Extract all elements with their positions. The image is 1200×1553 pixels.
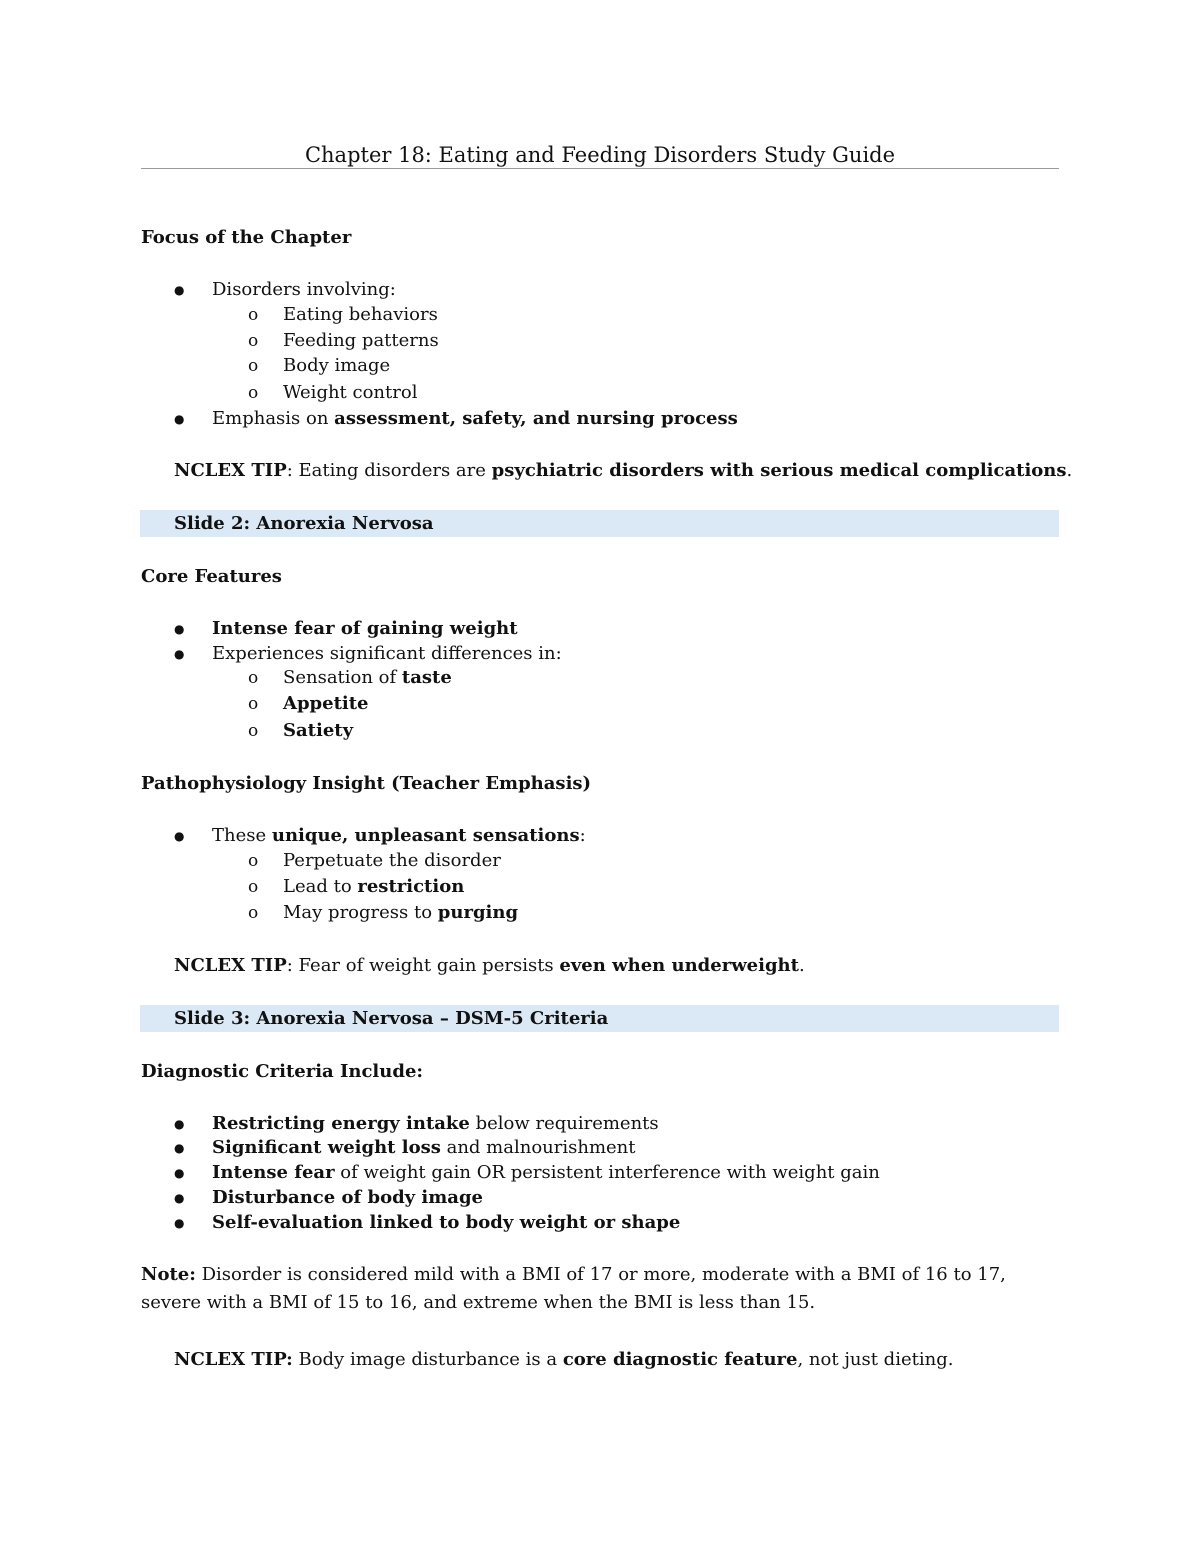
focus-nclex-tip: NCLEX TIP: Eating disorders are psychiatric disorders with serious medical complications.	[174, 460, 1073, 481]
page-title: Chapter 18: Eating and Feeding Disorders Study Guide	[304, 143, 896, 167]
diagnostic-heading: Diagnostic Criteria Include:	[141, 1061, 424, 1082]
bullet-icon: ●	[174, 647, 185, 661]
bullet-icon: ●	[174, 1216, 185, 1230]
core-features-heading: Core Features	[141, 566, 282, 587]
focus-sub-item: Body image	[283, 355, 391, 376]
patho-sub-perpetuate: Perpetuate the disorder	[283, 850, 501, 871]
bullet-icon: ●	[174, 1141, 185, 1155]
focus-heading: Focus of the Chapter	[141, 227, 352, 248]
circle-bullet-icon: o	[248, 331, 259, 351]
focus-sub-item: Eating behaviors	[283, 304, 438, 325]
slide2-heading: Slide 2: Anorexia Nervosa	[174, 513, 434, 534]
focus-bullet-disorders: Disorders involving:	[212, 279, 396, 300]
patho-sub-restriction: Lead to restriction	[283, 876, 465, 897]
focus-sub-item: Feeding patterns	[283, 330, 439, 351]
focus-sub-item: Weight control	[283, 382, 418, 403]
core-bullet-differences: Experiences significant differences in:	[212, 643, 562, 664]
patho-sub-purging: May progress to purging	[283, 902, 519, 923]
core-sub-appetite: Appetite	[283, 693, 369, 714]
criterion-body-image: Disturbance of body image	[212, 1187, 483, 1208]
core-bullet-fear: Intense fear of gaining weight	[212, 618, 518, 639]
bullet-icon: ●	[174, 412, 185, 426]
circle-bullet-icon: o	[248, 383, 259, 403]
bullet-icon: ●	[174, 1191, 185, 1205]
circle-bullet-icon: o	[248, 877, 259, 897]
bullet-icon: ●	[174, 1166, 185, 1180]
circle-bullet-icon: o	[248, 694, 259, 714]
core-sub-satiety: Satiety	[283, 720, 354, 741]
title-underline	[141, 168, 1059, 169]
bmi-note: Note: Disorder is considered mild with a BMI of 17 or more, moderate with a BMI of 16 to 17, severe with a BMI of 15 to 16, and extreme when the BMI is less than 15.	[141, 1264, 1006, 1313]
criterion-weight-loss: Significant weight loss and malnourishment	[212, 1137, 636, 1158]
criterion-self-evaluation: Self-evaluation linked to body weight or shape	[212, 1212, 681, 1233]
slide2-nclex-tip: NCLEX TIP: Fear of weight gain persists even when underweight.	[174, 955, 805, 976]
bullet-icon: ●	[174, 829, 185, 843]
focus-bullet-emphasis: Emphasis on assessment, safety, and nursing process	[212, 408, 738, 429]
circle-bullet-icon: o	[248, 721, 259, 741]
slide3-heading: Slide 3: Anorexia Nervosa – DSM-5 Criteria	[174, 1008, 609, 1029]
slide3-nclex-tip: NCLEX TIP: Body image disturbance is a core diagnostic feature, not just dieting.	[174, 1349, 954, 1370]
circle-bullet-icon: o	[248, 305, 259, 325]
circle-bullet-icon: o	[248, 668, 259, 688]
patho-bullet: These unique, unpleasant sensations:	[212, 825, 586, 846]
circle-bullet-icon: o	[248, 903, 259, 923]
criterion-energy: Restricting energy intake below requirements	[212, 1113, 659, 1134]
circle-bullet-icon: o	[248, 851, 259, 871]
bullet-icon: ●	[174, 1117, 185, 1131]
core-sub-taste: Sensation of taste	[283, 667, 452, 688]
patho-heading: Pathophysiology Insight (Teacher Emphasis)	[141, 773, 592, 794]
circle-bullet-icon: o	[248, 356, 259, 376]
criterion-fear: Intense fear of weight gain OR persistent interference with weight gain	[212, 1162, 880, 1183]
bullet-icon: ●	[174, 283, 185, 297]
bullet-icon: ●	[174, 622, 185, 636]
